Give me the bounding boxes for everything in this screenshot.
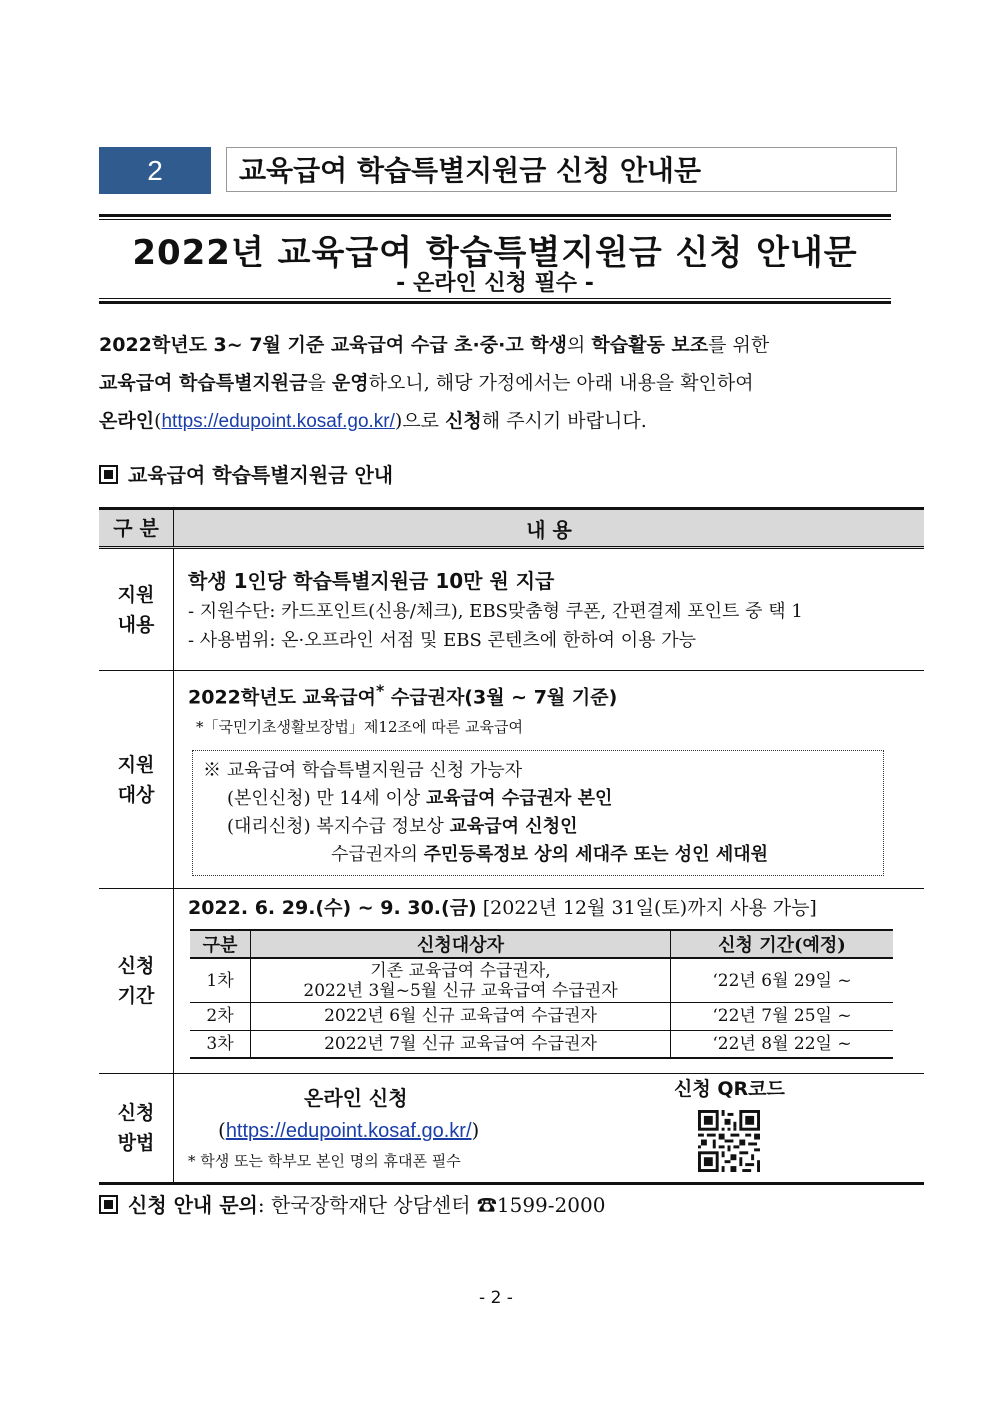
intro-link[interactable]: https://edupoint.kosaf.go.kr/ (161, 411, 395, 432)
title-rule-top (99, 214, 891, 217)
guide-table (99, 507, 924, 1185)
intro-paragraph: 2022학년도 3~ 7월 기준 교육급여 수급 초·중·고 학생의 학습활동 보조를 위한 교육급여 학습특별지원금을 운영하오니, 해당 가정에서는 아래 내용을 확인하여 온라인(https://edupoint.kosaf.go.kr/)으로 신청해 주시기 바랍니다. (99, 334, 770, 432)
table-row: 1차 기존 교육급여 수급권자, 2022년 3월~5월 신규 교육급여 수급권자 ‘22년 6월 29일 ~ (190, 958, 893, 1002)
method-content: 온라인 신청 (https://edupoint.kosaf.go.kr/) * 학생 또는 학부모 본인 명의 휴대폰 필수 신청 QR코드 (174, 1074, 925, 1184)
page-title: 2022년 교육급여 학습특별지원금 신청 안내문 (132, 233, 858, 273)
row-label-target: 지원 대상 (99, 671, 174, 889)
title-rule-bottom-thin (99, 298, 891, 299)
guide-heading: 교육급여 학습특별지원금 안내 (99, 459, 393, 488)
page-subtitle: - 온라인 신청 필수 - (396, 271, 594, 296)
table-row: 2차 2022년 6월 신규 교육급여 수급권자 ‘22년 7월 25일 ~ (190, 1002, 893, 1030)
col-content: 내 용 (174, 509, 925, 548)
page-number: - 2 - (479, 1288, 513, 1308)
eligible-applicant-box: ※ 교육급여 학습특별지원금 신청 가능자 (본인신청) 만 14세 이상 교육급여 수급권자 본인 (대리신청) 복지수급 정보상 교육급여 신청인 수급권자의 주민등록정보 상의 세대주 또는 성인 세대원 (192, 750, 884, 876)
table-row: 3차 2022년 7월 신규 교육급여 수급권자 ‘22년 8월 22일 ~ (190, 1030, 893, 1058)
inquiry-line: 신청 안내 문의: 한국장학재단 상담센터 ☎1599-2000 (99, 1189, 605, 1218)
col-category: 구 분 (99, 509, 174, 548)
qr-label: 신청 QR코드 (674, 1078, 785, 1101)
section-number: 2 (99, 147, 211, 194)
row-label-method: 신청 방법 (99, 1074, 174, 1184)
title-rule-bottom (99, 301, 891, 304)
period-schedule-table: 구분 신청대상자 신청 기간(예정) 1차 기존 교육급여 수급권자, 2022년 3월~5월 신규 교육급여 수급권자 ‘22년 6월 29일 ~ 2차 2022년 6월 신규 교육급여 수급권자 ‘22년 7월 25일 ~ 3차 2022년 7월 신규 교육급여 수급권자 ‘22년 8월 22일 ~ (190, 929, 893, 1059)
square-bullet-icon (99, 465, 118, 484)
square-bullet-icon (99, 1195, 118, 1214)
title-rule-top-thin (99, 219, 891, 220)
row-label-support: 지원 내용 (99, 548, 174, 671)
period-content: 2022. 6. 29.(수) ∼ 9. 30.(금) [2022년 12월 31일(토)까지 사용 가능] 구분 신청대상자 신청 기간(예정) 1차 기존 교육급여 수급권자, 2022년 3월~5월 신규 교육급여 수급권자 ‘22년 6월 29일 ~ 2차 2022년 6월 신규 교육급여 수급권자 ‘22년 7월 25일 ~ 3차 2022년 7월 신규 교육급여 수급권자 ‘22년 8월 22일 ~ (174, 889, 925, 1074)
support-content: 학생 1인당 학습특별지원금 10만 원 지급 - 지원수단: 카드포인트(신용/체크), EBS맞춤형 쿠폰, 간편결제 포인트 중 택 1 - 사용범위: 온·오프라인 서점 및 EBS 콘텐츠에 한하여 이용 가능 (174, 548, 925, 671)
method-link[interactable]: https://edupoint.kosaf.go.kr/ (225, 1119, 472, 1142)
section-title: 교육급여 학습특별지원금 신청 안내문 (226, 147, 897, 192)
target-content: 2022학년도 교육급여* 수급권자(3월 ∼ 7월 기준) *「국민기초생활보장법」제12조에 따른 교육급여 ※ 교육급여 학습특별지원금 신청 가능자 (본인신청) 만 14세 이상 교육급여 수급권자 본인 (대리신청) 복지수급 정보상 교육급여 신청인 수급권자의 주민등록정보 상의 세대주 또는 성인 세대원 (174, 671, 925, 889)
qr-code-icon[interactable] (698, 1110, 760, 1172)
row-label-period: 신청 기간 (99, 889, 174, 1074)
